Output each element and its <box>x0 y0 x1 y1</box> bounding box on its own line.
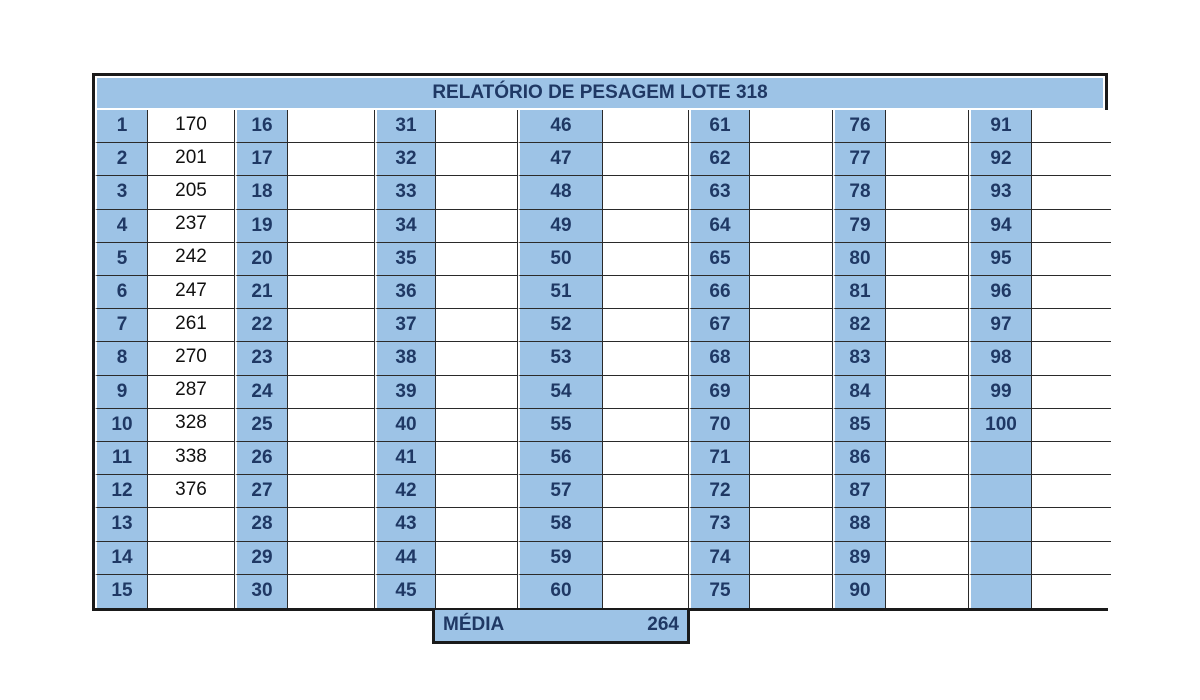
item-number: 62 <box>689 143 750 176</box>
item-number: 41 <box>375 442 436 475</box>
empty-weight-cell <box>436 309 518 342</box>
empty-weight-cell <box>750 508 833 541</box>
empty-weight-cell <box>1032 542 1111 575</box>
empty-weight-cell <box>750 276 833 309</box>
empty-weight-cell <box>148 508 235 541</box>
item-number: 97 <box>969 309 1032 342</box>
item-number: 57 <box>518 475 603 508</box>
empty-weight-cell <box>436 508 518 541</box>
item-number: 51 <box>518 276 603 309</box>
item-number: 71 <box>689 442 750 475</box>
empty-weight-cell <box>288 575 375 608</box>
item-number: 94 <box>969 210 1032 243</box>
item-number: 35 <box>375 243 436 276</box>
empty-weight-cell <box>288 475 375 508</box>
item-number: 12 <box>95 475 148 508</box>
empty-weight-cell <box>436 409 518 442</box>
empty-weight-cell <box>886 575 969 608</box>
item-number: 30 <box>235 575 288 608</box>
empty-weight-cell <box>1032 309 1111 342</box>
item-number: 50 <box>518 243 603 276</box>
item-number: 29 <box>235 542 288 575</box>
item-number: 21 <box>235 276 288 309</box>
empty-weight-cell <box>1032 508 1111 541</box>
item-number: 20 <box>235 243 288 276</box>
empty-number-cell <box>969 575 1032 608</box>
average-value: 264 <box>647 613 679 635</box>
empty-weight-cell <box>750 409 833 442</box>
empty-weight-cell <box>603 110 689 143</box>
item-number: 76 <box>833 110 886 143</box>
item-number: 6 <box>95 276 148 309</box>
empty-weight-cell <box>603 575 689 608</box>
average-label: MÉDIA <box>443 613 505 635</box>
empty-weight-cell <box>1032 276 1111 309</box>
item-number: 63 <box>689 176 750 209</box>
item-number: 37 <box>375 309 436 342</box>
empty-weight-cell <box>1032 176 1111 209</box>
item-number: 75 <box>689 575 750 608</box>
item-number: 65 <box>689 243 750 276</box>
weighing-report-table <box>92 73 1108 611</box>
empty-weight-cell <box>436 475 518 508</box>
empty-weight-cell <box>436 342 518 375</box>
empty-weight-cell <box>288 110 375 143</box>
weight-value: 328 <box>148 409 235 442</box>
item-number: 86 <box>833 442 886 475</box>
item-number: 36 <box>375 276 436 309</box>
empty-weight-cell <box>750 442 833 475</box>
item-number: 70 <box>689 409 750 442</box>
weight-value: 376 <box>148 475 235 508</box>
empty-weight-cell <box>603 508 689 541</box>
weight-value: 338 <box>148 442 235 475</box>
empty-weight-cell <box>288 210 375 243</box>
empty-weight-cell <box>436 176 518 209</box>
item-number: 78 <box>833 176 886 209</box>
item-number: 10 <box>95 409 148 442</box>
empty-weight-cell <box>886 442 969 475</box>
empty-weight-cell <box>288 442 375 475</box>
empty-weight-cell <box>750 309 833 342</box>
item-number: 9 <box>95 376 148 409</box>
item-number: 80 <box>833 243 886 276</box>
empty-weight-cell <box>750 342 833 375</box>
empty-weight-cell <box>886 376 969 409</box>
item-number: 93 <box>969 176 1032 209</box>
item-number: 40 <box>375 409 436 442</box>
empty-weight-cell <box>750 575 833 608</box>
empty-weight-cell <box>603 243 689 276</box>
item-number: 67 <box>689 309 750 342</box>
empty-number-cell <box>969 475 1032 508</box>
empty-weight-cell <box>750 176 833 209</box>
empty-weight-cell <box>603 143 689 176</box>
item-number: 27 <box>235 475 288 508</box>
item-number: 54 <box>518 376 603 409</box>
item-number: 5 <box>95 243 148 276</box>
weight-value: 242 <box>148 243 235 276</box>
empty-weight-cell <box>288 309 375 342</box>
empty-weight-cell <box>603 376 689 409</box>
item-number: 43 <box>375 508 436 541</box>
item-number: 38 <box>375 342 436 375</box>
empty-weight-cell <box>1032 342 1111 375</box>
item-number: 98 <box>969 342 1032 375</box>
item-number: 45 <box>375 575 436 608</box>
item-number: 15 <box>95 575 148 608</box>
item-number: 90 <box>833 575 886 608</box>
item-number: 47 <box>518 143 603 176</box>
item-number: 14 <box>95 542 148 575</box>
item-number: 72 <box>689 475 750 508</box>
item-number: 66 <box>689 276 750 309</box>
empty-weight-cell <box>436 575 518 608</box>
item-number: 95 <box>969 243 1032 276</box>
item-number: 82 <box>833 309 886 342</box>
empty-weight-cell <box>436 442 518 475</box>
empty-weight-cell <box>886 542 969 575</box>
item-number: 18 <box>235 176 288 209</box>
empty-weight-cell <box>436 276 518 309</box>
item-number: 49 <box>518 210 603 243</box>
item-number: 13 <box>95 508 148 541</box>
empty-weight-cell <box>288 508 375 541</box>
item-number: 2 <box>95 143 148 176</box>
empty-weight-cell <box>886 475 969 508</box>
empty-weight-cell <box>886 409 969 442</box>
item-number: 16 <box>235 110 288 143</box>
item-number: 1 <box>95 110 148 143</box>
item-number: 60 <box>518 575 603 608</box>
empty-weight-cell <box>603 442 689 475</box>
empty-weight-cell <box>1032 475 1111 508</box>
item-number: 96 <box>969 276 1032 309</box>
empty-weight-cell <box>436 110 518 143</box>
empty-weight-cell <box>436 376 518 409</box>
item-number: 24 <box>235 376 288 409</box>
item-number: 8 <box>95 342 148 375</box>
empty-weight-cell <box>886 176 969 209</box>
item-number: 58 <box>518 508 603 541</box>
empty-weight-cell <box>288 143 375 176</box>
item-number: 59 <box>518 542 603 575</box>
empty-weight-cell <box>288 176 375 209</box>
item-number: 46 <box>518 110 603 143</box>
empty-weight-cell <box>750 243 833 276</box>
item-number: 34 <box>375 210 436 243</box>
empty-weight-cell <box>1032 110 1111 143</box>
weighing-grid <box>95 110 1105 608</box>
empty-weight-cell <box>1032 409 1111 442</box>
item-number: 92 <box>969 143 1032 176</box>
item-number: 73 <box>689 508 750 541</box>
weight-value: 247 <box>148 276 235 309</box>
empty-weight-cell <box>886 110 969 143</box>
weight-value: 237 <box>148 210 235 243</box>
item-number: 42 <box>375 475 436 508</box>
empty-weight-cell <box>603 542 689 575</box>
item-number: 69 <box>689 376 750 409</box>
empty-weight-cell <box>750 143 833 176</box>
empty-weight-cell <box>603 342 689 375</box>
empty-weight-cell <box>436 243 518 276</box>
empty-weight-cell <box>148 575 235 608</box>
empty-weight-cell <box>886 309 969 342</box>
empty-weight-cell <box>750 542 833 575</box>
item-number: 44 <box>375 542 436 575</box>
empty-number-cell <box>969 508 1032 541</box>
item-number: 91 <box>969 110 1032 143</box>
item-number: 19 <box>235 210 288 243</box>
empty-weight-cell <box>886 210 969 243</box>
item-number: 4 <box>95 210 148 243</box>
report-title: RELATÓRIO DE PESAGEM LOTE 318 <box>95 76 1105 110</box>
empty-weight-cell <box>288 276 375 309</box>
item-number: 39 <box>375 376 436 409</box>
item-number: 100 <box>969 409 1032 442</box>
item-number: 81 <box>833 276 886 309</box>
weight-value: 205 <box>148 176 235 209</box>
empty-weight-cell <box>603 409 689 442</box>
item-number: 61 <box>689 110 750 143</box>
empty-weight-cell <box>288 376 375 409</box>
empty-weight-cell <box>750 475 833 508</box>
empty-weight-cell <box>750 210 833 243</box>
empty-weight-cell <box>436 210 518 243</box>
empty-weight-cell <box>148 542 235 575</box>
item-number: 83 <box>833 342 886 375</box>
empty-weight-cell <box>886 508 969 541</box>
empty-weight-cell <box>1032 143 1111 176</box>
item-number: 7 <box>95 309 148 342</box>
empty-weight-cell <box>1032 210 1111 243</box>
item-number: 28 <box>235 508 288 541</box>
empty-weight-cell <box>288 409 375 442</box>
item-number: 52 <box>518 309 603 342</box>
weight-value: 261 <box>148 309 235 342</box>
empty-weight-cell <box>603 210 689 243</box>
item-number: 74 <box>689 542 750 575</box>
empty-weight-cell <box>288 542 375 575</box>
empty-weight-cell <box>1032 376 1111 409</box>
item-number: 79 <box>833 210 886 243</box>
item-number: 99 <box>969 376 1032 409</box>
empty-weight-cell <box>436 542 518 575</box>
item-number: 11 <box>95 442 148 475</box>
empty-weight-cell <box>1032 442 1111 475</box>
empty-weight-cell <box>603 276 689 309</box>
empty-weight-cell <box>603 176 689 209</box>
weight-value: 201 <box>148 143 235 176</box>
item-number: 3 <box>95 176 148 209</box>
empty-number-cell <box>969 442 1032 475</box>
empty-weight-cell <box>750 376 833 409</box>
weight-value: 287 <box>148 376 235 409</box>
item-number: 77 <box>833 143 886 176</box>
item-number: 32 <box>375 143 436 176</box>
empty-number-cell <box>969 542 1032 575</box>
item-number: 84 <box>833 376 886 409</box>
empty-weight-cell <box>603 475 689 508</box>
item-number: 17 <box>235 143 288 176</box>
item-number: 85 <box>833 409 886 442</box>
item-number: 31 <box>375 110 436 143</box>
item-number: 25 <box>235 409 288 442</box>
item-number: 22 <box>235 309 288 342</box>
empty-weight-cell <box>1032 243 1111 276</box>
weight-value: 270 <box>148 342 235 375</box>
average-box <box>432 608 690 644</box>
item-number: 48 <box>518 176 603 209</box>
empty-weight-cell <box>886 143 969 176</box>
item-number: 53 <box>518 342 603 375</box>
item-number: 68 <box>689 342 750 375</box>
empty-weight-cell <box>1032 575 1111 608</box>
item-number: 87 <box>833 475 886 508</box>
item-number: 23 <box>235 342 288 375</box>
empty-weight-cell <box>288 243 375 276</box>
weight-value: 170 <box>148 110 235 143</box>
empty-weight-cell <box>750 110 833 143</box>
item-number: 55 <box>518 409 603 442</box>
empty-weight-cell <box>436 143 518 176</box>
empty-weight-cell <box>886 276 969 309</box>
item-number: 26 <box>235 442 288 475</box>
item-number: 33 <box>375 176 436 209</box>
empty-weight-cell <box>288 342 375 375</box>
item-number: 64 <box>689 210 750 243</box>
item-number: 56 <box>518 442 603 475</box>
item-number: 89 <box>833 542 886 575</box>
empty-weight-cell <box>603 309 689 342</box>
empty-weight-cell <box>886 243 969 276</box>
empty-weight-cell <box>886 342 969 375</box>
item-number: 88 <box>833 508 886 541</box>
